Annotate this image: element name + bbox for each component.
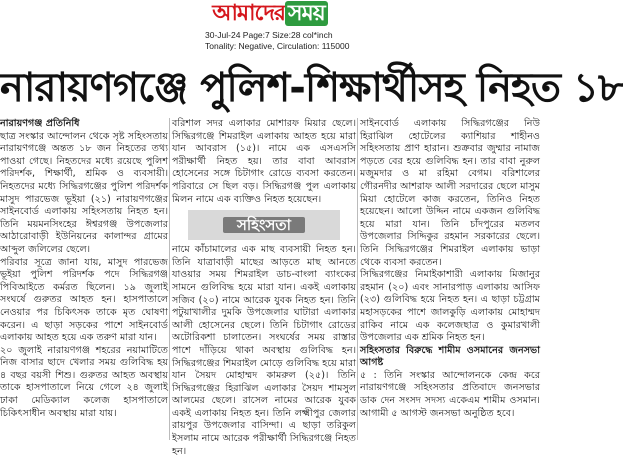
clipping-meta — [205, 30, 425, 52]
byline: নারায়ণগঞ্জ প্রতিনিধি — [0, 118, 80, 129]
newspaper-logo — [0, 0, 540, 28]
col3-paragraph-3: ৫ : তিনি সংস্কার আন্দোলনকে কেন্দ্র করে নারায়ণগঞ্জে সহিংসতার প্রতিবাদে জনসভার ডাক দেন সংসদ সদস্য একেএম শামীম ওসমান। আগামী ৫ আগস্ট জনসভা অনুষ্ঠিত হবে। — [360, 369, 540, 419]
masthead — [0, 0, 540, 30]
meta-date-page: 30-Jul-24 Page:7 Size:28 col*inch — [205, 30, 333, 40]
col3-paragraph-2: সিদ্ধিরগঞ্জের নিমাইকাশারী এলাকায় মিজানুর রহমান (২০) এবং সানারপাড় এলাকায় আসিফ (২৩) গুলিবিদ্ধ হয়ে নিহত হন। এ ছাড়া চট্টগ্রাম মহাসড়কের পাশে জালকুড়ি এলাকায় মোহাম্মদ রাকিব নামে এক কলেজছাত্র ও কুমারখালী উপজেলার এক শ্রমিক নিহত হন। — [360, 269, 540, 344]
column-divider-2 — [357, 118, 358, 440]
col3-paragraph-1: সাইনবোর্ড এলাকায় সিদ্ধিরগঞ্জের নিউ হিরাঝিল হোটেলের ক্যাশিয়ার শাহীনও সহিংসতায় প্রাণ হারান। শুক্রবার জুম্মার নামাজ পড়তে বের হয়ে গুলিবিদ্ধ হন। তার বাবা নুরুল মজুমদার ও মা রহিমা বেগম। বরিশালের গৌরনদীর আশরাফ আলী সরদারের ছেলে মাসুম মিয়া হোটেলে কাজ করতেন, তিনিও নিহত হয়েছেন। আলো উদ্দিন নামে একজন গুলিবিদ্ধ হয়ে মারা যান। তিনি চাঁদপুরের মতলব উপজেলার সিদ্দিকুর রহমান সরকারের ছেলে। তিনি সিদ্ধিরগঞ্জের শিমরাইল এলাকায় ভাড়া থেকে ব্যবসা করতেন। — [360, 118, 540, 268]
section-label-box — [188, 210, 340, 240]
article-column-1 — [0, 118, 168, 440]
col3-subhead: সহিংসতার বিরুদ্ধে শামীম ওসমানের জনসভা আগষ্ট — [360, 344, 540, 369]
col1-paragraph-3: ২০ জুলাই নারায়ণগঞ্জ শহরের নয়ামাটিতে নিজ বাসার ছাদে খেলার সময় গুলিবিদ্ধ হয় ৪ বছর বয়সী শিশু। গুরুতর আহত অবস্থায় তাকে হাসপাতালে নিয়ে গেলে ২৪ জুলাই ঢাকা মেডিক্যাল কলেজ হাসপাতালে চিকিৎসাধীন অবস্থায় মারা যায়। — [0, 344, 168, 419]
article-column-3 — [360, 118, 540, 440]
headline: নারায়ণগঞ্জে পুলিশ-শিক্ষার্থীসহ নিহত ১৮ — [0, 65, 623, 111]
column-divider-1 — [169, 118, 170, 440]
meta-tonality-circulation: Tonality: Negative, Circulation: 115000 — [205, 41, 350, 51]
col2-paragraph-2: নামে কাঁচামালের এক মাছ ব্যবসায়ী নিহত হন। তিনি যাত্রাবাড়ী মাছের আড়তে মাছ আনতে যাওয়ার সময় শিমরাইল ডাচ-বাংলা ব্যাংকের সামনে গুলিবিদ্ধ হয়ে মারা যান। একই এলাকায় সজিব (২০) নামে আরেক যুবক নিহত হন। তিনি পটুয়াখালীর দুমকি উপজেলার ঘাটারা এলাকার আলী হোসেনের ছেলে। তিনি চিটাগাং রোডের অটোরিকশা চালাতেন। সংঘর্ষের সময় রাস্তার পাশে দাঁড়িয়ে থাকা অবস্থায় গুলিবিদ্ধ হন। সিদ্ধিরগঞ্জের শিমরাইল মোড়ে গুলিবিদ্ধ হয়ে মারা যান সৈয়দ মোহাম্মদ কামরুল (২৫)। তিনি সিদ্ধিরগঞ্জের হিরাঝিল এলাকার সৈয়দ শামসুল আলমের ছেলে। রাসেল নামের আরেক যুবক একই এলাকায় নিহত হন। তিনি লক্ষ্মীপুর জেলার রায়পুর উপজেলার বাসিন্দা। এ ছাড়া তরিকুল ইসলাম নামে আরেক পরীক্ষার্থী সিদ্ধিরগঞ্জে নিহত হন। — [172, 244, 356, 457]
section-label: সহিংসতা — [223, 217, 305, 234]
logo-text-part1: আমাদের — [212, 1, 286, 26]
col1-paragraph-1: ছাত্র সংস্কার আন্দোলন থেকে সৃষ্ট সহিংসতায় নারায়ণগঞ্জে অন্তত ১৮ জন নিহতের তথ্য পাওয়া গেছে। নিহতদের মধ্যে রয়েছে পুলিশ পরিদর্শক, শিক্ষার্থী, শ্রমিক ও ব্যবসায়ী। নিহতদের মধ্যে সিদ্ধিরগঞ্জের পুলিশ পরিদর্শক মাসুদ পারভেজ ভূইয়া (২১) নারায়ণগঞ্জের সাইনবোর্ড এলাকায় সহিংসতায় নিহত হন। তিনি ময়মনসিংহের ঈশ্বরগঞ্জ উপজেলার আঠারোবাড়ী ইউনিয়নের কালান্দর গ্রামের আব্দুল জলিলের ছেলে। — [0, 130, 168, 255]
col2-paragraph-1: বরিশাল সদর এলাকার মোশারফ মিয়ার ছেলে। সিদ্ধিরগঞ্জে শিমরাইল এলাকায় আহত হয়ে মারা যান আবরাস (১৫)। নামে এক এসএসসি পরীক্ষার্থী নিহত হয়। তার বাবা আবরাস হোসেনের সঙ্গে চিটাগাং রোডে ব্যবসা করতেন। পরিবারে সে ছিল বড়। সিদ্ধিরগঞ্জ পুল এলাকায় মিলন নামে এক ব্যক্তিও নিহত হয়েছেন। — [172, 118, 356, 205]
logo-text-part2: সময় — [285, 1, 328, 26]
article-column-2 — [172, 118, 356, 457]
col1-paragraph-2: পরিবার সূত্রে জানা যায়, মাসুদ পারভেজ ভূইয়া পুলিশ পরিদর্শক পদে সিদ্ধিরগঞ্জ পিবিআইতে কর্মরত ছিলেন। ১৯ জুলাই সংঘর্ষে গুরুতর আহত হন। হাসপাতালে নেওয়ার পর চিকিৎসক তাকে মৃত ঘোষণা করেন। এ ছাড়া সড়কের পাশে সাইনবোর্ড এলাকায় আহত হয়ে এক তরুণ মারা যান। — [0, 256, 168, 344]
